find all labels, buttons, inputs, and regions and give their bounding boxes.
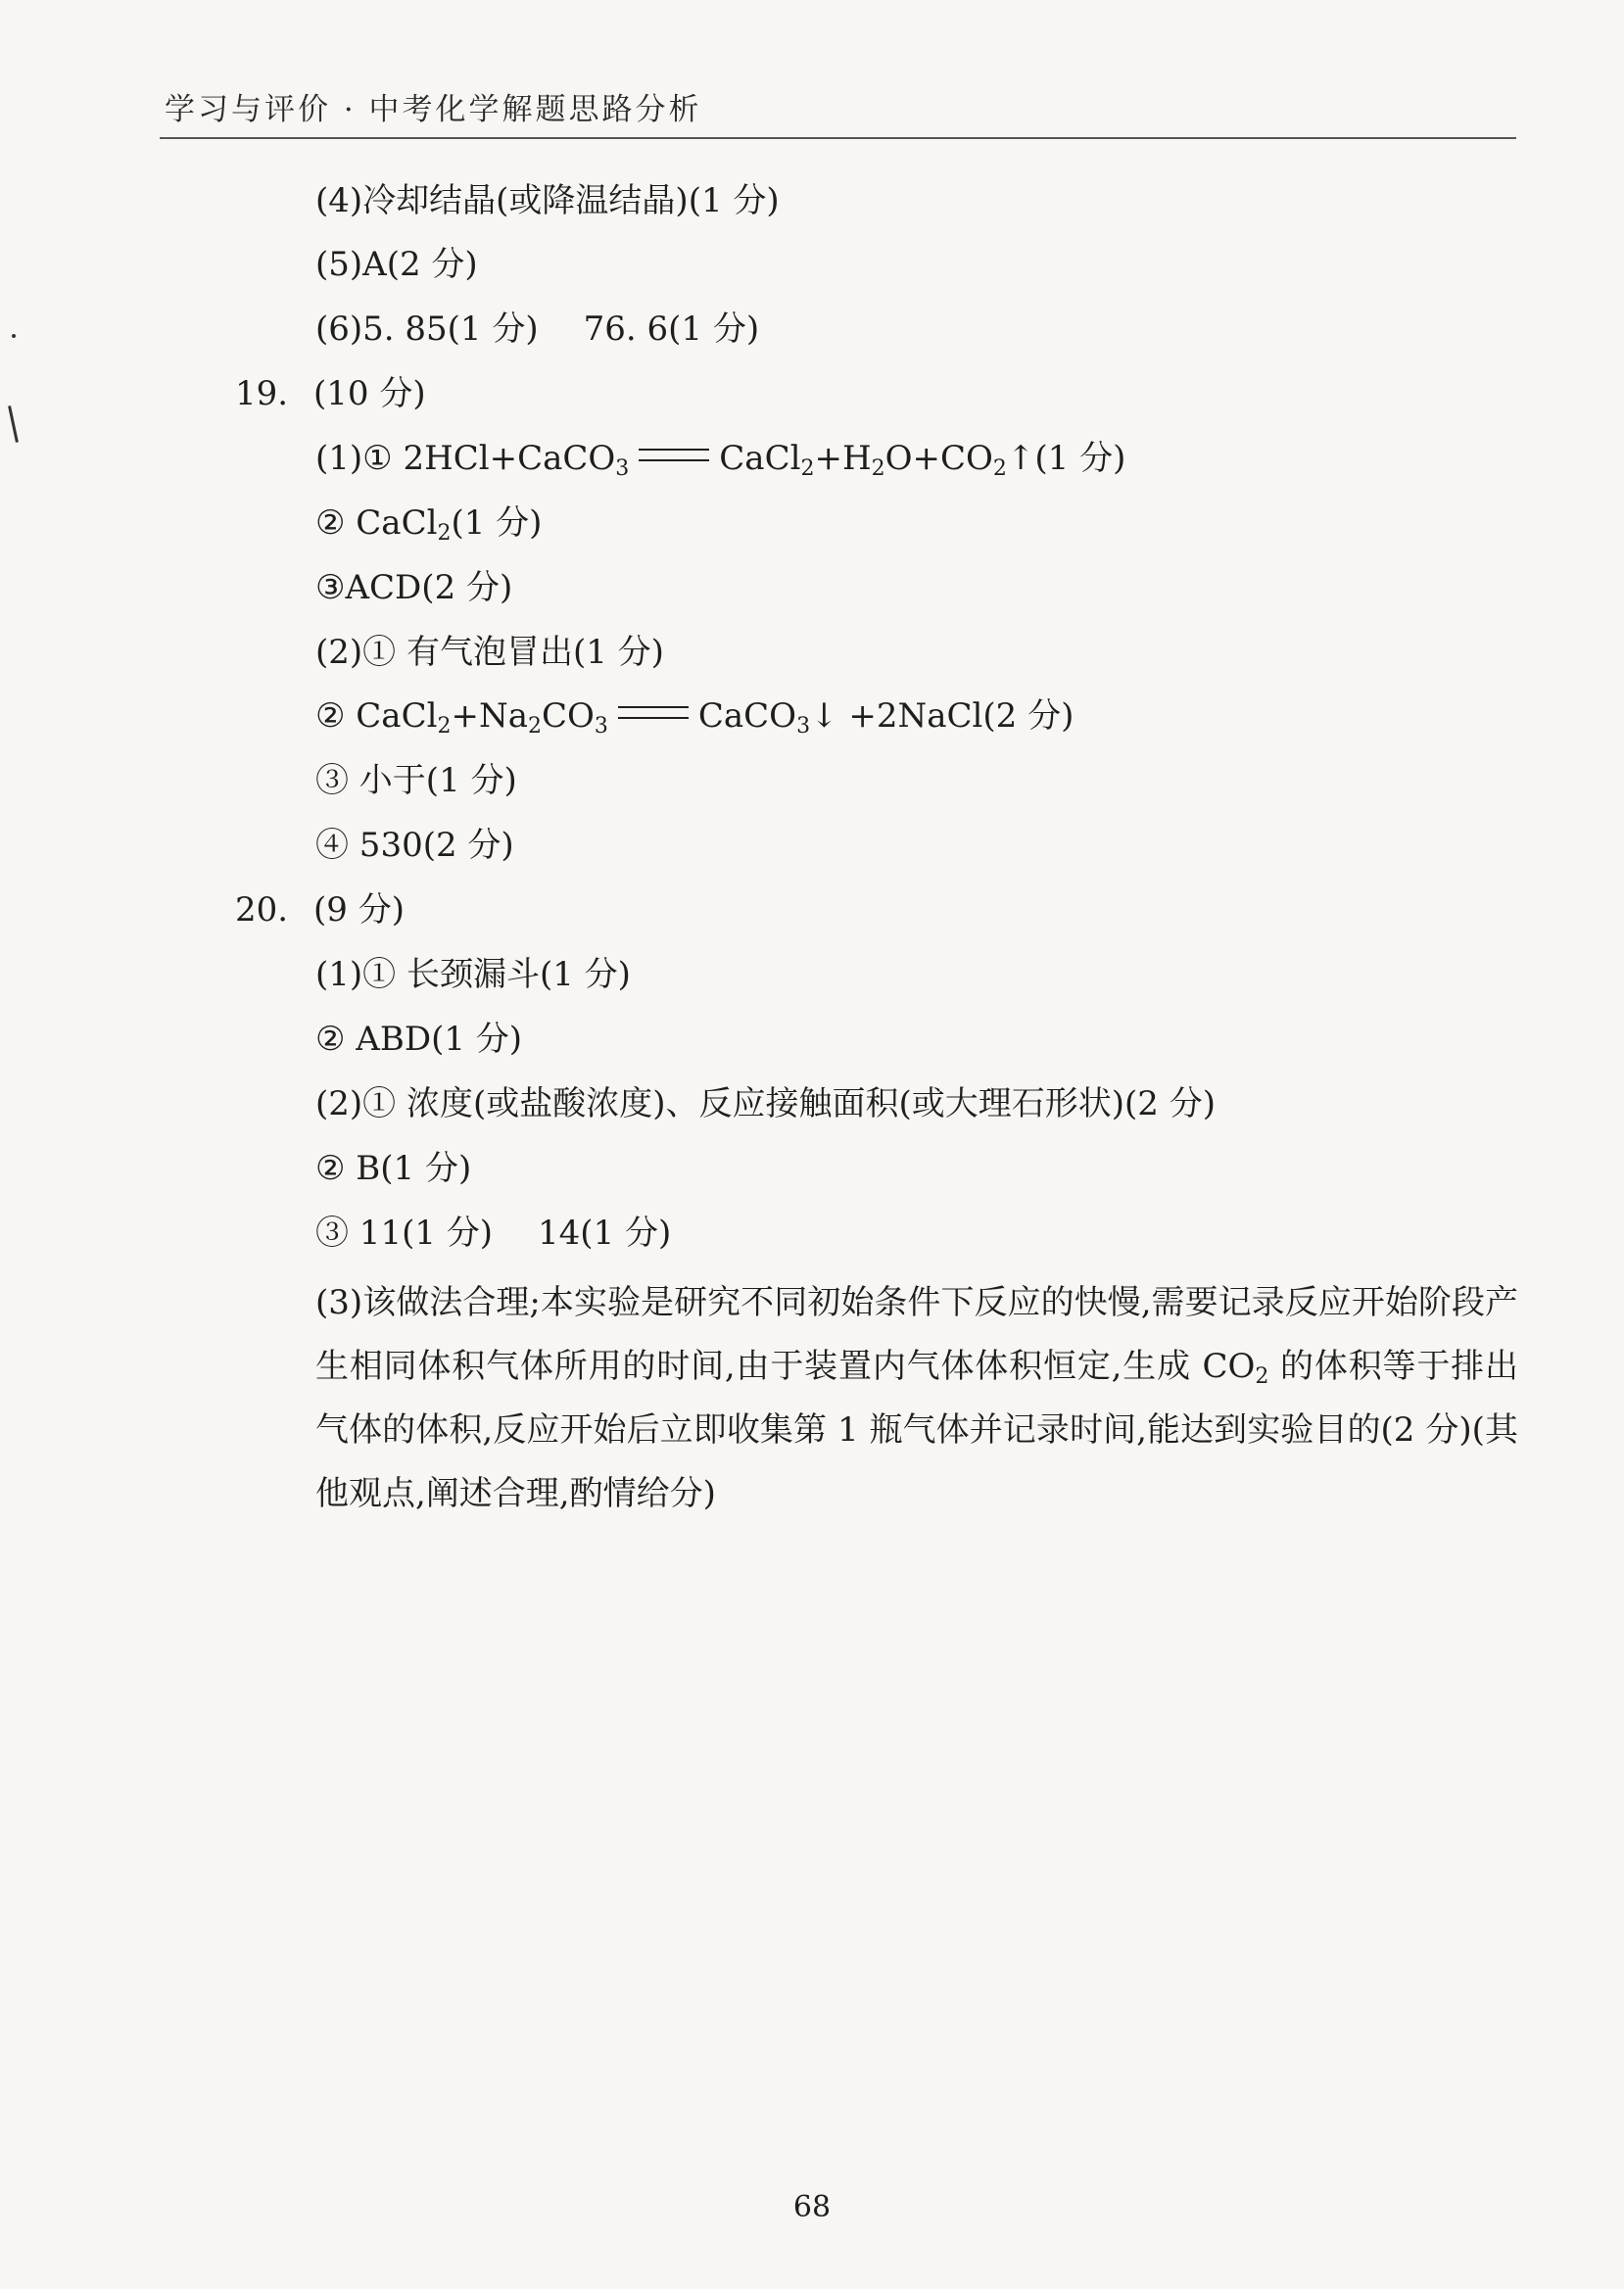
answer-20-3-paragraph <box>315 1271 1518 1526</box>
formula-text: O+CO <box>884 439 993 478</box>
scan-speck <box>12 334 16 338</box>
equals-sign <box>618 706 689 719</box>
answer-20-1-2: ② ABD(1 分) <box>315 1020 523 1059</box>
subscript: 2 <box>437 714 452 739</box>
answer-18-5: (5)A(2 分) <box>315 245 478 284</box>
answer-20-2-3 <box>315 1212 671 1255</box>
paragraph-text: 的体积等于排出气体的体积,反应开始后立即收集第 1 瓶气体并记录时间,能达到实验目的(2 分)(其他观点,阐述合理,酌情给分) <box>315 1347 1519 1513</box>
subscript: 2 <box>871 456 885 481</box>
question-number: 19. <box>235 374 289 413</box>
answer-part: ③ 11(1 分) <box>315 1214 494 1253</box>
answer-19-2-4: ④ 530(2 分) <box>315 826 514 865</box>
question-score: (9 分) <box>313 890 405 930</box>
answer-19-1-1 <box>315 437 1125 480</box>
answer-20-2-2: ② B(1 分) <box>315 1149 472 1188</box>
formula-text: ② CaCl <box>315 503 438 543</box>
question-number: 20. <box>235 890 289 930</box>
subscript: 2 <box>992 456 1007 481</box>
equals-sign <box>639 449 709 461</box>
answer-19-1-2 <box>315 501 542 545</box>
formula-text: CaCO <box>697 696 797 736</box>
formula-text: CaCl <box>719 439 801 478</box>
formula-text: (1 分) <box>451 503 543 543</box>
question-score: (10 分) <box>313 374 426 413</box>
page-number: 68 <box>792 2190 832 2224</box>
answer-part: 14(1 分) <box>538 1214 672 1253</box>
subscript: 3 <box>615 456 630 481</box>
scan-smudge <box>8 405 19 443</box>
subscript: 2 <box>527 714 542 739</box>
formula-text: CO <box>541 696 595 736</box>
answer-18-4: (4)冷却结晶(或降温结晶)(1 分) <box>315 181 780 220</box>
subscript: 3 <box>796 714 811 739</box>
answer-19-2-2 <box>315 694 1074 738</box>
formula-text: ② CaCl <box>315 696 438 736</box>
answer-18-6 <box>315 308 759 351</box>
answer-18-6-part2: 76. 6(1 分) <box>583 310 760 349</box>
question-20-heading <box>235 888 405 931</box>
answer-19-2-3: ③ 小于(1 分) <box>315 761 517 800</box>
formula-text: +H <box>814 439 872 478</box>
answer-18-6-part1: (6)5. 85(1 分) <box>315 310 539 349</box>
paragraph-text: (3)该做法合理;本实验是研究不同初始条件下反应的快慢,需要记录反应开始阶段产生相同体积气体所用的时间,由于装置内气体体积恒定,生成 CO <box>315 1283 1518 1386</box>
formula-text: +Na <box>451 696 528 736</box>
answer-19-2-1: (2)① 有气泡冒出(1 分) <box>315 633 664 672</box>
page-header-title: 学习与评价 · 中考化学解题思路分析 <box>165 92 702 127</box>
subscript: 3 <box>594 714 608 739</box>
subscript: 2 <box>800 456 815 481</box>
answer-20-2-1: (2)① 浓度(或盐酸浓度)、反应接触面积(或大理石形状)(2 分) <box>315 1084 1216 1123</box>
answer-19-1-3: ③ACD(2 分) <box>315 568 513 607</box>
subscript: 2 <box>437 521 452 546</box>
formula-text: ↑(1 分) <box>1006 439 1126 478</box>
answer-20-1-1: (1)① 长颈漏斗(1 分) <box>315 955 631 994</box>
formula-text: (1)① 2HCl+CaCO <box>315 439 616 478</box>
question-19-heading <box>235 372 426 415</box>
subscript: 2 <box>1255 1364 1269 1389</box>
header-divider <box>160 137 1516 139</box>
formula-text: ↓ +2NaCl(2 分) <box>810 696 1075 736</box>
